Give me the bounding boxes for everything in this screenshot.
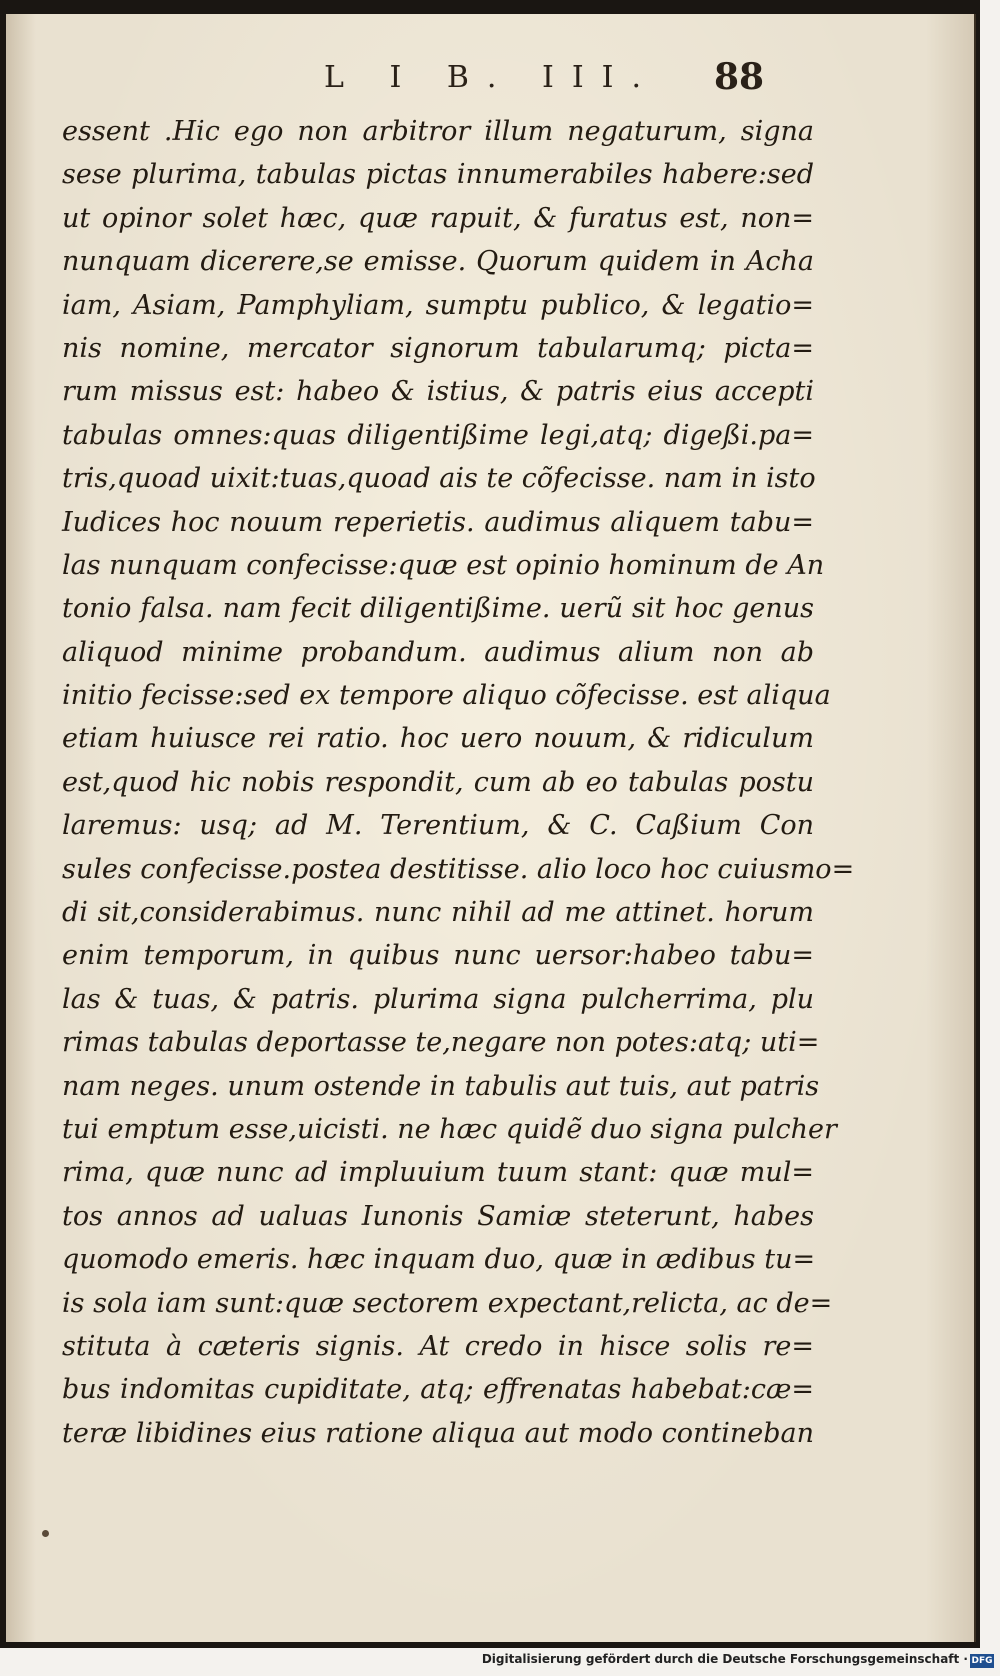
- text-line: rima, quæ nunc ad impluuium tuum stant: quæ mul=: [62, 1157, 814, 1189]
- text-line: rimas tabulas deportasse te,negare non potes:atq; uti=: [62, 1027, 820, 1059]
- text-line: aliquod minime probandum. audimus alium non ab: [62, 636, 814, 668]
- text-line: las & tuas, & patris. plurima signa pulcherrima, plu: [62, 983, 814, 1015]
- text-line: etiam huiusce rei ratio. hoc uero nouum, & ridiculum: [62, 723, 814, 755]
- text-line: nunquam dicerere,se emisse. Quorum quidem in Acha: [62, 246, 814, 278]
- text-line: laremus: usq; ad M. Terentium, & C. Caßium Con: [62, 810, 814, 842]
- text-line: enim temporum, in quibus nunc uersor:habeo tabu=: [62, 940, 814, 972]
- text-line: sules confecisse.postea destitisse. alio loco hoc cuiusmo=: [62, 853, 855, 885]
- text-line: tabulas omnes:quas diligentißime legi,atq; digeßi.pa=: [62, 419, 814, 451]
- text-line: di sit,considerabimus. nunc nihil ad me attinet. horum: [62, 897, 814, 929]
- text-line: teræ libidines eius ratione aliqua aut modo contineban: [62, 1417, 814, 1449]
- text-line: ut opinor solet hæc, quæ rapuit, & furatus est, non=: [62, 202, 814, 234]
- text-line: tos annos ad ualuas Iunonis Samiæ steterunt, habes: [62, 1200, 814, 1232]
- text-line: Iudices hoc nouum reperietis. audimus aliquem tabu=: [62, 506, 814, 538]
- text-line: nam neges. unum ostende in tabulis aut tuis, aut patris: [62, 1070, 820, 1102]
- book-page: [6, 14, 976, 1642]
- text-line: tris,quoad uixit:tuas,quoad ais te cõfecisse. nam in isto: [62, 463, 816, 495]
- text-line: est,quod hic nobis respondit, cum ab eo tabulas postu: [62, 766, 814, 798]
- text-line: bus indomitas cupiditate, atq; effrenatas habebat:cæ=: [62, 1374, 814, 1406]
- text-block: [62, 110, 855, 1455]
- digitization-credit: Digitalisierung gefördert durch die Deutsche Forschungsgemeinschaft ·: [481, 1652, 968, 1666]
- text-line: initio fecisse:sed ex tempore aliquo cõfecisse. est aliqua: [62, 680, 831, 712]
- running-head: L I B. III.: [324, 60, 660, 95]
- text-line: essent .Hic ego non arbitror illum negaturum, signa: [62, 116, 814, 147]
- text-line: las nunquam confecisse:quæ est opinio hominum de An: [62, 549, 825, 581]
- text-line: sese plurima, tabulas pictas innumerabiles habere:sed: [62, 159, 814, 191]
- text-line: is sola iam sunt:quæ sectorem expectant,relicta, ac de=: [62, 1287, 833, 1319]
- page-header: [6, 56, 974, 104]
- ink-spot: [42, 1530, 49, 1537]
- text-line: rum missus est: habeo & istius, & patris eius accepti: [62, 376, 814, 408]
- text-line: stituta à cæteris signis. At credo in hisce solis re=: [62, 1330, 814, 1362]
- text-line: iam, Asiam, Pamphyliam, sumptu publico, & legatio=: [62, 289, 814, 321]
- text-line: tonio falsa. nam fecit diligentißime. uerũ sit hoc genus: [62, 593, 814, 625]
- text-line: quomodo emeris. hæc inquam duo, quæ in ædibus tu=: [62, 1244, 816, 1276]
- page-number: 88: [714, 56, 765, 98]
- text-line: nis nomine, mercator signorum tabularumq; picta=: [62, 332, 814, 364]
- text-line: tui emptum esse,uicisti. ne hæc quidẽ duo signa pulcher: [62, 1113, 837, 1145]
- dfg-logo: DFG: [971, 1656, 993, 1666]
